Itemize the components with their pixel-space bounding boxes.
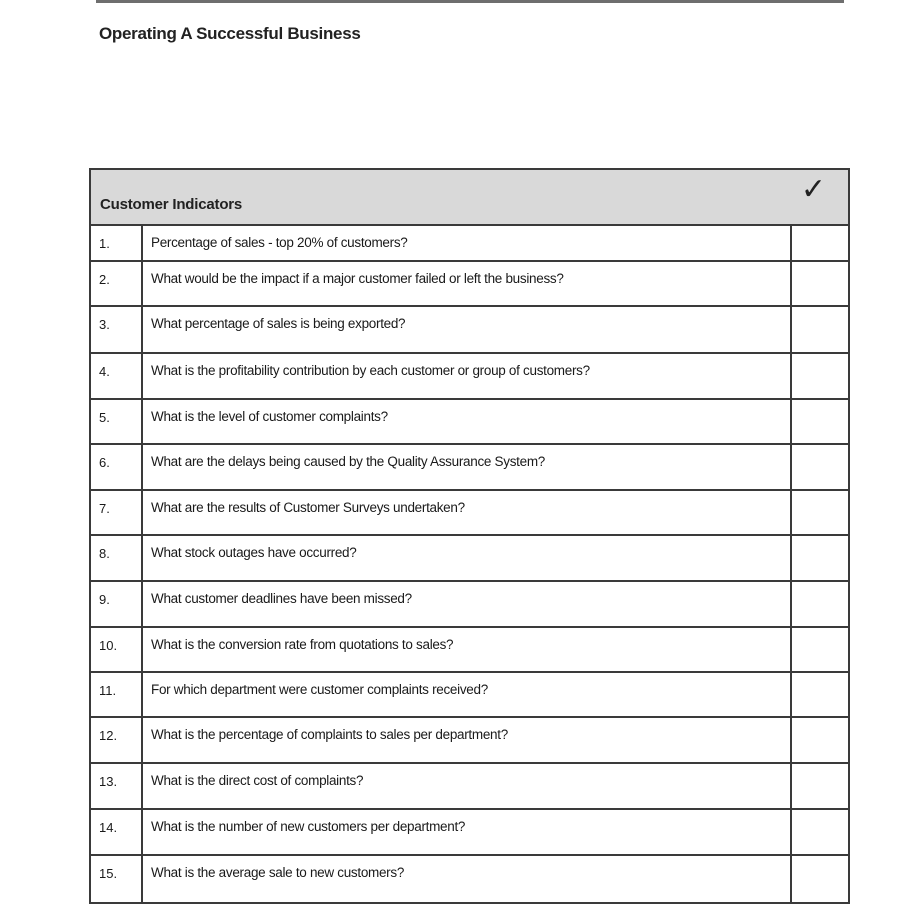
table-row (91, 226, 848, 262)
row-number: 5. (91, 400, 143, 443)
row-question: What is the average sale to new customers? (143, 856, 792, 902)
row-question: For which department were customer complaints received? (143, 673, 792, 716)
row-question: What is the direct cost of complaints? (143, 764, 792, 808)
row-number: 13. (91, 764, 143, 808)
table-row (91, 718, 848, 764)
row-number: 6. (91, 445, 143, 489)
table-body (91, 226, 848, 902)
table-row (91, 764, 848, 810)
row-question: What is the profitability contribution by each customer or group of customers? (143, 354, 792, 398)
row-question: What is the number of new customers per department? (143, 810, 792, 854)
row-number: 14. (91, 810, 143, 854)
row-checkbox-cell[interactable] (792, 262, 848, 305)
row-question: What is the conversion rate from quotations to sales? (143, 628, 792, 671)
checklist-table (89, 168, 850, 904)
row-checkbox-cell[interactable] (792, 810, 848, 854)
table-row (91, 400, 848, 445)
row-checkbox-cell[interactable] (792, 764, 848, 808)
table-row (91, 354, 848, 400)
row-checkbox-cell[interactable] (792, 856, 848, 902)
row-checkbox-cell[interactable] (792, 491, 848, 534)
document-title: Operating A Successful Business (99, 24, 361, 43)
table-row (91, 445, 848, 491)
table-row (91, 307, 848, 354)
row-checkbox-cell[interactable] (792, 226, 848, 260)
row-question: What would be the impact if a major customer failed or left the business? (143, 262, 792, 305)
table-row (91, 810, 848, 856)
row-question: What stock outages have occurred? (143, 536, 792, 580)
row-question: What are the results of Customer Surveys undertaken? (143, 491, 792, 534)
table-row (91, 628, 848, 673)
row-checkbox-cell[interactable] (792, 718, 848, 762)
table-header-label: Customer Indicators (100, 196, 243, 213)
row-question: What is the level of customer complaints? (143, 400, 792, 443)
table-row (91, 262, 848, 307)
row-question: Percentage of sales - top 20% of customers? (143, 226, 792, 260)
row-checkbox-cell[interactable] (792, 307, 848, 352)
table-row (91, 673, 848, 718)
table-row (91, 536, 848, 582)
row-question: What are the delays being caused by the Quality Assurance System? (143, 445, 792, 489)
row-checkbox-cell[interactable] (792, 673, 848, 716)
row-question: What customer deadlines have been missed? (143, 582, 792, 626)
row-number: 4. (91, 354, 143, 398)
row-number: 10. (91, 628, 143, 671)
row-number: 8. (91, 536, 143, 580)
row-checkbox-cell[interactable] (792, 536, 848, 580)
row-checkbox-cell[interactable] (792, 354, 848, 398)
row-number: 1. (91, 226, 143, 260)
table-row (91, 582, 848, 628)
row-number: 9. (91, 582, 143, 626)
row-checkbox-cell[interactable] (792, 582, 848, 626)
row-number: 3. (91, 307, 143, 352)
row-checkbox-cell[interactable] (792, 400, 848, 443)
row-number: 12. (91, 718, 143, 762)
row-number: 2. (91, 262, 143, 305)
row-question: What percentage of sales is being exported? (143, 307, 792, 352)
row-number: 15. (91, 856, 143, 902)
table-row (91, 491, 848, 536)
row-number: 11. (91, 673, 143, 716)
row-checkbox-cell[interactable] (792, 445, 848, 489)
table-header (91, 170, 848, 226)
row-question: What is the percentage of complaints to sales per department? (143, 718, 792, 762)
row-checkbox-cell[interactable] (792, 628, 848, 671)
top-rule (96, 0, 844, 3)
row-number: 7. (91, 491, 143, 534)
table-row (91, 856, 848, 902)
checkmark-icon: ✓ (800, 173, 826, 206)
